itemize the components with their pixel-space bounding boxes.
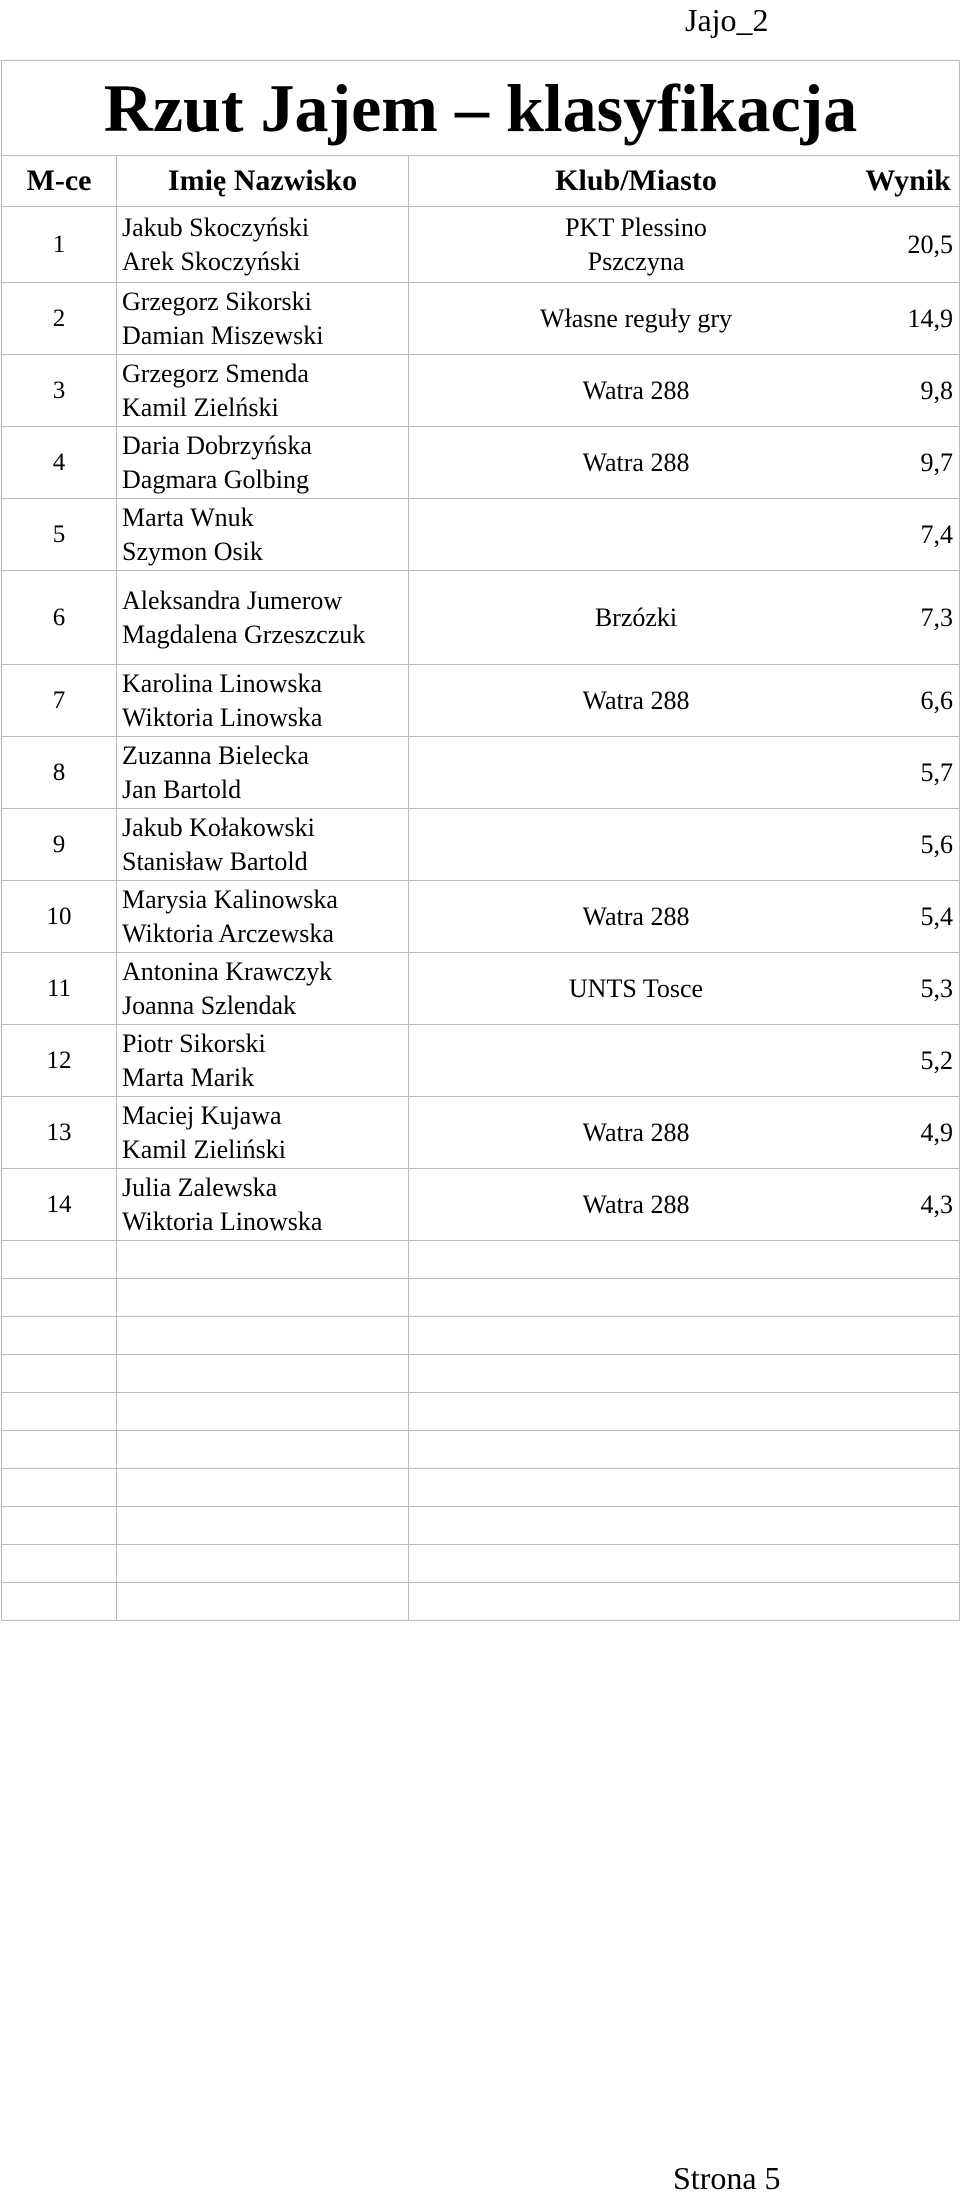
header-club: Klub/Miasto bbox=[555, 164, 717, 197]
empty-cell bbox=[2, 1545, 117, 1583]
table-row bbox=[2, 809, 960, 881]
club-line: Watra 288 bbox=[582, 901, 690, 931]
score-value: 6,6 bbox=[920, 685, 954, 715]
position-cell: 4 bbox=[2, 427, 117, 499]
table-row bbox=[2, 427, 960, 499]
participant-name: Kamil Zieliński bbox=[122, 1134, 286, 1164]
empty-cell bbox=[409, 1507, 960, 1545]
participant-name: Daria Dobrzyńska bbox=[122, 430, 312, 460]
table-row bbox=[2, 1025, 960, 1097]
club-score-cell bbox=[409, 1025, 960, 1097]
club-name bbox=[409, 601, 863, 635]
names-cell bbox=[117, 283, 409, 355]
empty-row bbox=[2, 1355, 960, 1393]
page-footer: Strona 5 bbox=[673, 2160, 781, 2196]
table-row bbox=[2, 571, 960, 665]
page-identifier: Jajo_2 bbox=[685, 2, 769, 38]
names-cell bbox=[117, 665, 409, 737]
empty-cell bbox=[409, 1583, 960, 1621]
empty-cell bbox=[409, 1317, 960, 1355]
club-score-cell bbox=[409, 809, 960, 881]
empty-cell bbox=[2, 1583, 117, 1621]
names-cell bbox=[117, 953, 409, 1025]
club-score-cell bbox=[409, 1169, 960, 1241]
club-score-cell bbox=[409, 1097, 960, 1169]
position-cell: 3 bbox=[2, 355, 117, 427]
club-name bbox=[409, 684, 863, 718]
names-cell bbox=[117, 355, 409, 427]
club-line: Watra 288 bbox=[582, 1189, 690, 1219]
position-cell: 2 bbox=[2, 283, 117, 355]
empty-cell bbox=[117, 1393, 409, 1431]
participant-name: Joanna Szlendak bbox=[122, 990, 297, 1020]
participant-name: Kamil Zielński bbox=[122, 392, 279, 422]
title-row bbox=[2, 61, 960, 156]
empty-cell bbox=[2, 1469, 117, 1507]
header-club-score bbox=[409, 156, 960, 207]
score-value: 9,7 bbox=[920, 447, 954, 477]
names-cell bbox=[117, 809, 409, 881]
club-score-cell bbox=[409, 355, 960, 427]
table-row bbox=[2, 737, 960, 809]
position-cell: 5 bbox=[2, 499, 117, 571]
classification-table bbox=[1, 60, 960, 1621]
score-value: 5,6 bbox=[920, 829, 954, 859]
empty-cell bbox=[117, 1431, 409, 1469]
club-line: Watra 288 bbox=[582, 447, 690, 477]
participant-name: Szymon Osik bbox=[122, 536, 263, 566]
participant-name: Julia Zalewska bbox=[122, 1172, 278, 1202]
table-row bbox=[2, 207, 960, 283]
empty-cell bbox=[117, 1355, 409, 1393]
names-cell bbox=[117, 1097, 409, 1169]
empty-cell bbox=[2, 1317, 117, 1355]
header-row bbox=[2, 156, 960, 207]
empty-cell bbox=[2, 1279, 117, 1317]
empty-cell bbox=[2, 1431, 117, 1469]
empty-cell bbox=[2, 1507, 117, 1545]
header-name: Imię Nazwisko bbox=[117, 156, 409, 207]
participant-name: Grzegorz Sikorski bbox=[122, 286, 312, 316]
participant-name: Aleksandra Jumerow bbox=[122, 585, 343, 615]
names-cell bbox=[117, 499, 409, 571]
score-value: 4,3 bbox=[920, 1189, 954, 1219]
club-line: Własne reguły gry bbox=[539, 303, 733, 333]
participant-name: Zuzanna Bielecka bbox=[122, 740, 309, 770]
empty-cell bbox=[409, 1545, 960, 1583]
participant-name: Maciej Kujawa bbox=[122, 1100, 282, 1130]
club-score-cell bbox=[409, 737, 960, 809]
empty-cell bbox=[409, 1241, 960, 1279]
empty-cell bbox=[2, 1393, 117, 1431]
table-row bbox=[2, 881, 960, 953]
position-cell: 10 bbox=[2, 881, 117, 953]
club-line: PKT Plessino bbox=[565, 212, 707, 242]
table-row bbox=[2, 953, 960, 1025]
empty-cell bbox=[117, 1279, 409, 1317]
empty-row bbox=[2, 1393, 960, 1431]
club-name bbox=[409, 446, 863, 480]
empty-cell bbox=[409, 1469, 960, 1507]
club-score-cell bbox=[409, 953, 960, 1025]
club-name bbox=[409, 1116, 863, 1150]
empty-row bbox=[2, 1583, 960, 1621]
participant-name: Dagmara Golbing bbox=[122, 464, 310, 494]
club-line: UNTS Tosce bbox=[568, 973, 704, 1003]
page-title: Rzut Jajem – klasyfikacja bbox=[2, 61, 960, 156]
club-name bbox=[409, 374, 863, 408]
position-cell: 12 bbox=[2, 1025, 117, 1097]
table-row bbox=[2, 499, 960, 571]
position-cell: 6 bbox=[2, 571, 117, 665]
empty-cell bbox=[117, 1469, 409, 1507]
score-value: 7,4 bbox=[920, 519, 954, 549]
participant-name: Marysia Kalinowska bbox=[122, 884, 338, 914]
empty-cell bbox=[2, 1355, 117, 1393]
header-position: M-ce bbox=[2, 156, 117, 207]
participant-name: Damian Miszewski bbox=[122, 320, 324, 350]
names-cell bbox=[117, 1169, 409, 1241]
names-cell bbox=[117, 571, 409, 665]
empty-cell bbox=[117, 1317, 409, 1355]
club-score-cell bbox=[409, 427, 960, 499]
participant-name: Grzegorz Smenda bbox=[122, 358, 309, 388]
club-score-cell bbox=[409, 283, 960, 355]
participant-name: Piotr Sikorski bbox=[122, 1028, 266, 1058]
score-value: 5,2 bbox=[920, 1045, 954, 1075]
participant-name: Marta Wnuk bbox=[122, 502, 254, 532]
empty-cell bbox=[409, 1393, 960, 1431]
participant-name: Arek Skoczyński bbox=[122, 246, 301, 276]
header-score: Wynik bbox=[865, 164, 951, 197]
participant-name: Wiktoria Linowska bbox=[122, 702, 323, 732]
score-value: 5,7 bbox=[920, 757, 954, 787]
club-score-cell bbox=[409, 499, 960, 571]
empty-row bbox=[2, 1469, 960, 1507]
empty-row bbox=[2, 1241, 960, 1279]
club-name bbox=[409, 1188, 863, 1222]
names-cell bbox=[117, 427, 409, 499]
empty-row bbox=[2, 1279, 960, 1317]
club-name bbox=[409, 972, 863, 1006]
table-row bbox=[2, 665, 960, 737]
names-cell bbox=[117, 207, 409, 283]
score-value: 4,9 bbox=[920, 1117, 954, 1147]
table-row bbox=[2, 355, 960, 427]
score-value: 9,8 bbox=[920, 375, 954, 405]
participant-name: Marta Marik bbox=[122, 1062, 255, 1092]
empty-cell bbox=[2, 1241, 117, 1279]
empty-cell bbox=[117, 1241, 409, 1279]
position-cell: 1 bbox=[2, 207, 117, 283]
score-value: 5,3 bbox=[920, 973, 954, 1003]
empty-row bbox=[2, 1507, 960, 1545]
empty-cell bbox=[409, 1355, 960, 1393]
club-line: Watra 288 bbox=[582, 375, 690, 405]
position-cell: 13 bbox=[2, 1097, 117, 1169]
table-row bbox=[2, 1097, 960, 1169]
table-row bbox=[2, 283, 960, 355]
names-cell bbox=[117, 737, 409, 809]
empty-cell bbox=[117, 1545, 409, 1583]
club-line: Brzózki bbox=[594, 602, 678, 632]
empty-row bbox=[2, 1545, 960, 1583]
club-score-cell bbox=[409, 665, 960, 737]
club-score-cell bbox=[409, 881, 960, 953]
participant-name: Stanisław Bartold bbox=[122, 846, 308, 876]
score-value: 7,3 bbox=[920, 602, 954, 632]
participant-name: Antonina Krawczyk bbox=[122, 956, 333, 986]
club-score-cell bbox=[409, 571, 960, 665]
participant-name: Wiktoria Linowska bbox=[122, 1206, 323, 1236]
empty-cell bbox=[409, 1279, 960, 1317]
empty-row bbox=[2, 1431, 960, 1469]
club-name bbox=[409, 211, 863, 279]
score-value: 14,9 bbox=[907, 303, 954, 333]
empty-cell bbox=[409, 1431, 960, 1469]
score-value: 5,4 bbox=[920, 901, 954, 931]
participant-name: Wiktoria Arczewska bbox=[122, 918, 334, 948]
position-cell: 7 bbox=[2, 665, 117, 737]
club-line: Watra 288 bbox=[582, 1117, 690, 1147]
empty-cell bbox=[117, 1507, 409, 1545]
participant-name: Magdalena Grzeszczuk bbox=[122, 619, 366, 649]
participant-name: Karolina Linowska bbox=[122, 668, 323, 698]
score-value: 20,5 bbox=[907, 229, 954, 259]
position-cell: 11 bbox=[2, 953, 117, 1025]
table-row bbox=[2, 1169, 960, 1241]
club-line: Pszczyna bbox=[587, 246, 685, 276]
club-name bbox=[409, 900, 863, 934]
participant-name: Jan Bartold bbox=[122, 774, 242, 804]
names-cell bbox=[117, 1025, 409, 1097]
club-line: Watra 288 bbox=[582, 685, 690, 715]
participant-name: Jakub Skoczyński bbox=[122, 212, 310, 242]
position-cell: 14 bbox=[2, 1169, 117, 1241]
empty-row bbox=[2, 1317, 960, 1355]
names-cell bbox=[117, 881, 409, 953]
position-cell: 8 bbox=[2, 737, 117, 809]
position-cell: 9 bbox=[2, 809, 117, 881]
club-score-cell bbox=[409, 207, 960, 283]
participant-name: Jakub Kołakowski bbox=[122, 812, 315, 842]
empty-cell bbox=[117, 1583, 409, 1621]
club-name bbox=[409, 302, 863, 336]
